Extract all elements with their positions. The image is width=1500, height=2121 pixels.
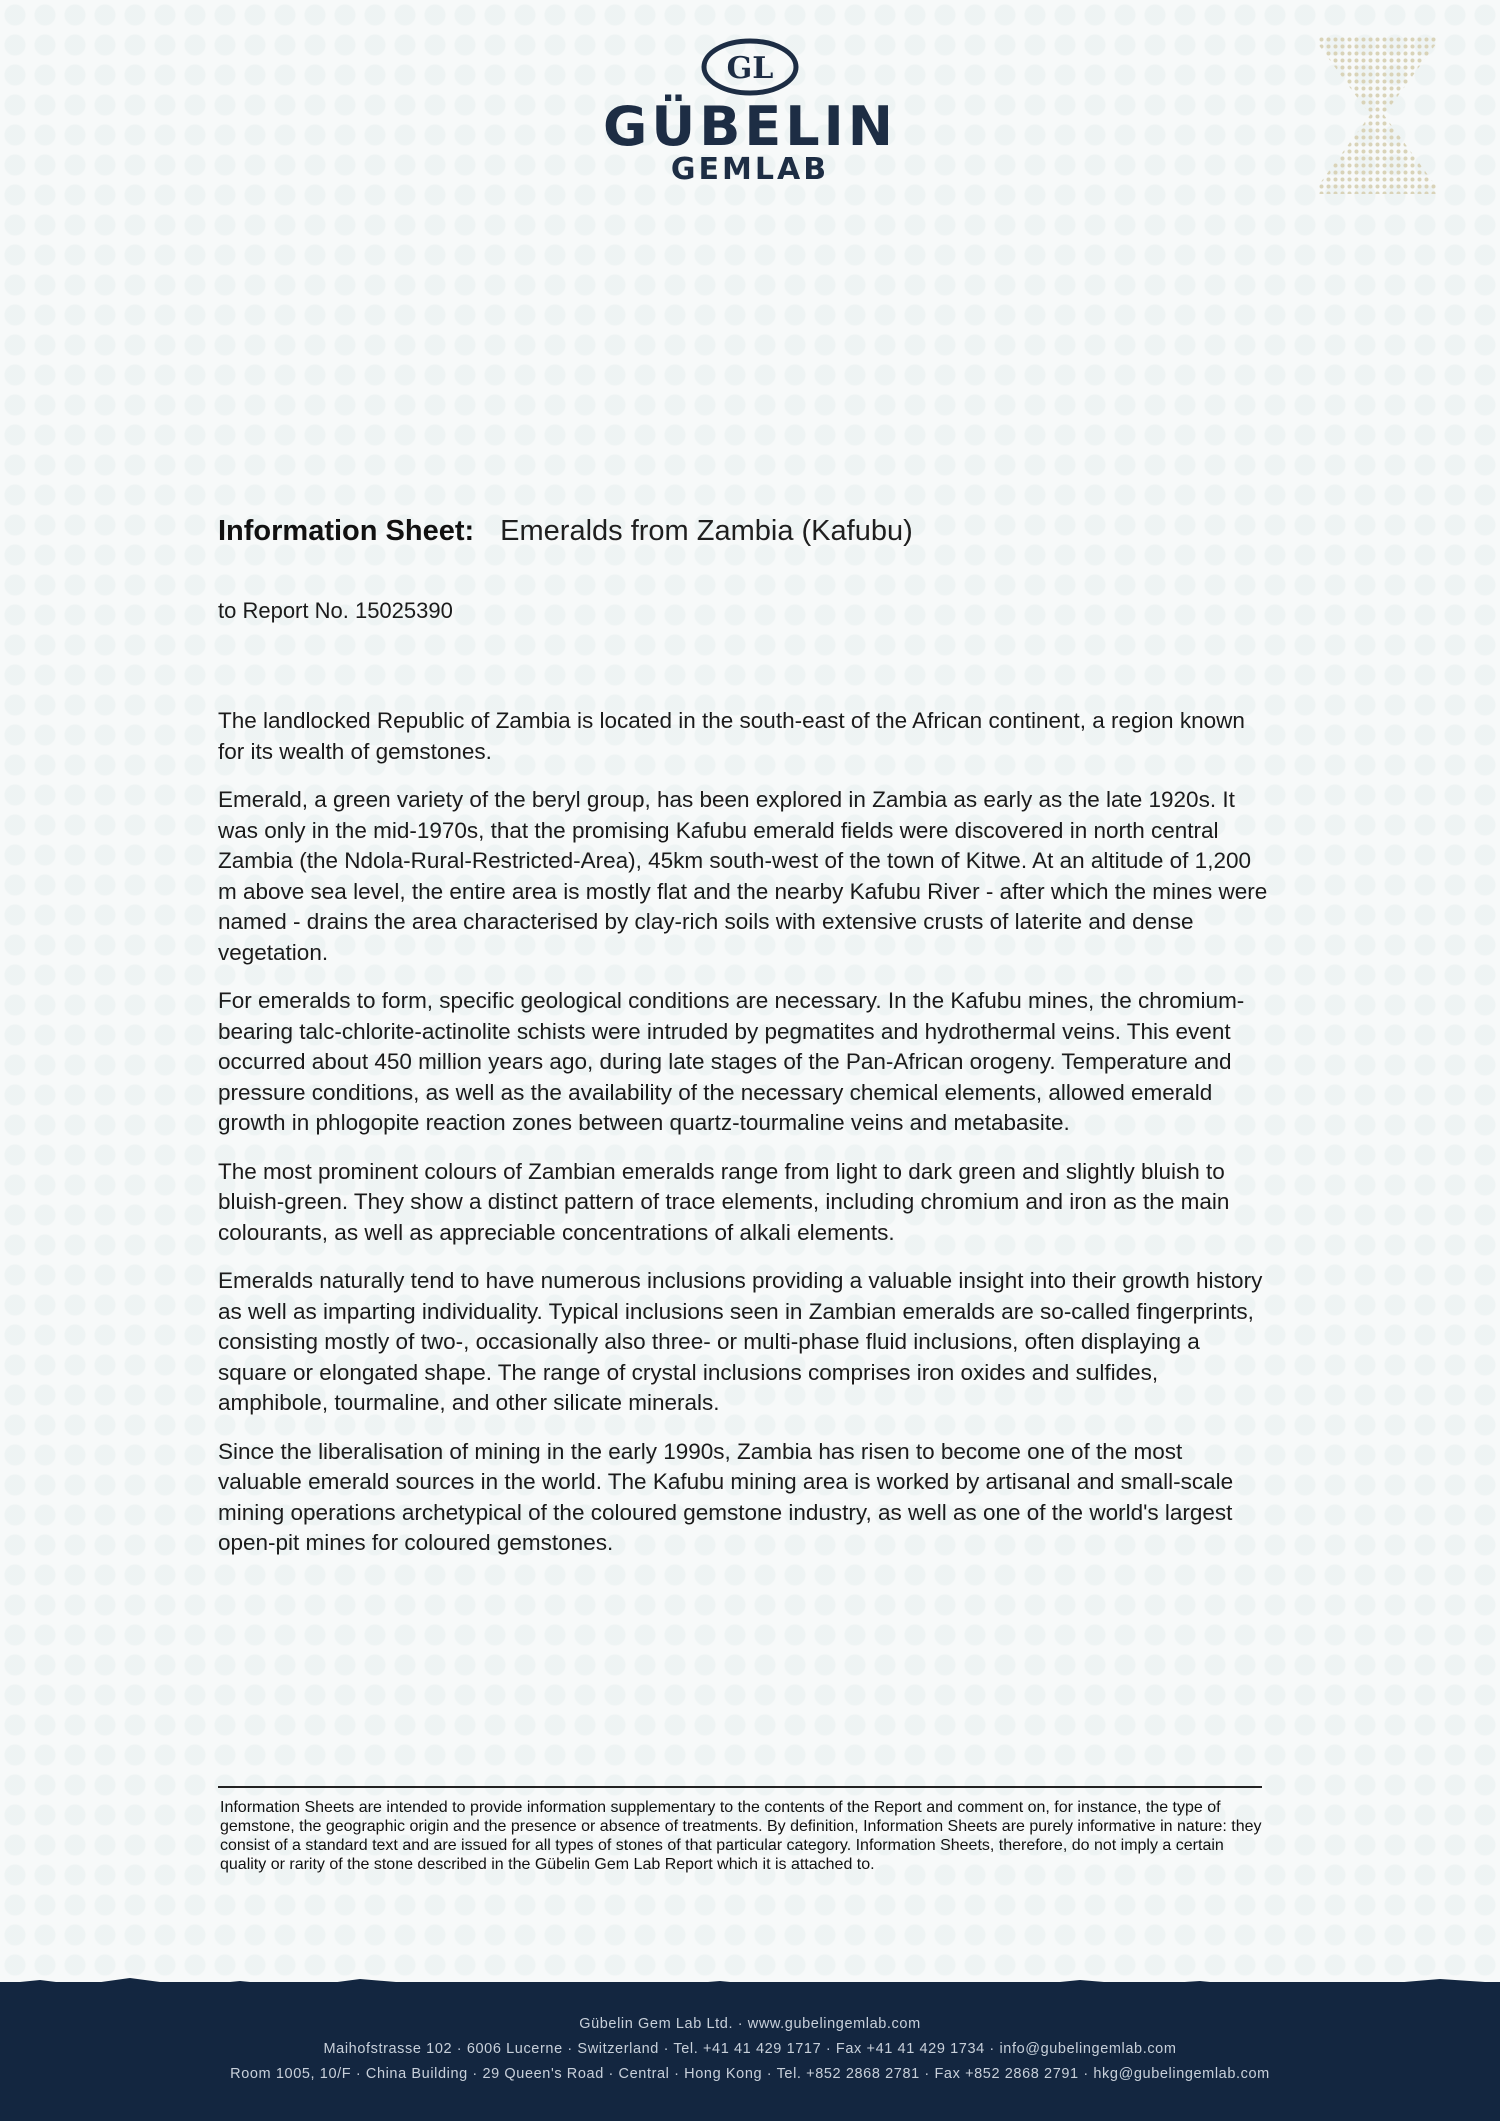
footer-address-hongkong: Room 1005, 10/F · China Building · 29 Queen's Road · Central · Hong Kong · Tel. +852 2868 2781 · Fax +852 2868 2791 · hkg@gubelingemlab.com bbox=[230, 2066, 1270, 2082]
monogram-text: GL bbox=[726, 51, 774, 86]
brand-name: GÜBELIN bbox=[603, 95, 897, 158]
gubelin-logo bbox=[0, 36, 1500, 186]
footer-company: Gübelin Gem Lab Ltd. · www.gubelingemlab.com bbox=[579, 2016, 921, 2032]
paragraph: The landlocked Republic of Zambia is located in the south-east of the African continent, a region known for its wealth of gemstones. bbox=[218, 708, 1245, 764]
footer-contact bbox=[0, 2012, 1500, 2087]
paragraph: The most prominent colours of Zambian emeralds range from light to dark green and slightly bluish to bluish-green. They show a distinct pattern of trace elements, including chromium and iron as the main colourants, as well as appreciable concentrations of alkali elements. bbox=[218, 1158, 1230, 1245]
body-text bbox=[218, 706, 1268, 1577]
gl-monogram-icon bbox=[700, 36, 800, 98]
paragraph: Emeralds naturally tend to have numerous inclusions providing a valuable insight into their growth history as well as imparting individuality. Typical inclusions seen in Zambian emeralds are so-called fingerprints, consisting mostly of two-, occasionally also three- or multi-phase fluid inclusions, often displaying a square or elongated shape. The range of crystal inclusions comprises iron oxides and sulfides, amphibole, tourmaline, and other silicate minerals. bbox=[218, 1268, 1263, 1415]
sheet-heading bbox=[218, 515, 913, 548]
paragraph: For emeralds to form, specific geological conditions are necessary. In the Kafubu mines, the chromium-bearing talc-chlorite-actinolite schists were intruded by pegmatites and hydrothermal veins. This event occurred about 450 million years ago, during late stages of the Pan-African orogeny. Temperature and pressure conditions, as well as the availability of the necessary chemical elements, allowed emerald growth in phlogopite reaction zones between quartz-tourmaline veins and metabasite. bbox=[218, 988, 1245, 1135]
paragraph: Emerald, a green variety of the beryl group, has been explored in Zambia as early as the late 1920s. It was only in the mid-1970s, that the promising Kafubu emerald fields were discovered in north central Zambia (the Ndola-Rural-Restricted-Area), 45km south-west of the town of Kitwe. At an altitude of 1,200 m above sea level, the entire area is mostly flat and the nearby Kafubu River - after which the mines were named - drains the area characterised by clay-rich soils with extensive crusts of laterite and dense vegetation. bbox=[218, 787, 1268, 965]
footer-address-lucerne: Maihofstrasse 102 · 6006 Lucerne · Switzerland · Tel. +41 41 429 1717 · Fax +41 41 429 1734 · info@gubelingemlab.com bbox=[323, 2041, 1177, 2057]
brand-subname: GEMLAB bbox=[670, 152, 830, 187]
disclaimer: Information Sheets are intended to provide information supplementary to the contents of the Report and comment on, for instance, the type of gemstone, the geographic origin and the presence or absence of treatments. By definition, Information Sheets are purely informative in nature: they consist of a standard text and are issued for all types of stones of that particular category. Information Sheets, therefore, do not imply a certain quality or rarity of the stone described in the Gübelin Gem Lab Report which it is attached to. bbox=[220, 1799, 1262, 1873]
heading-label: Information Sheet: bbox=[218, 515, 475, 547]
heading-title: Emeralds from Zambia (Kafubu) bbox=[500, 515, 913, 547]
divider bbox=[218, 1786, 1262, 1788]
report-number: to Report No. 15025390 bbox=[218, 598, 453, 623]
paragraph: Since the liberalisation of mining in the early 1990s, Zambia has risen to become one of the most valuable emerald sources in the world. The Kafubu mining area is worked by artisanal and small-scale mining operations archetypical of the coloured gemstone industry, as well as one of the world's largest open-pit mines for coloured gemstones. bbox=[218, 1438, 1234, 1555]
hourglass-watermark-icon bbox=[1318, 36, 1436, 194]
